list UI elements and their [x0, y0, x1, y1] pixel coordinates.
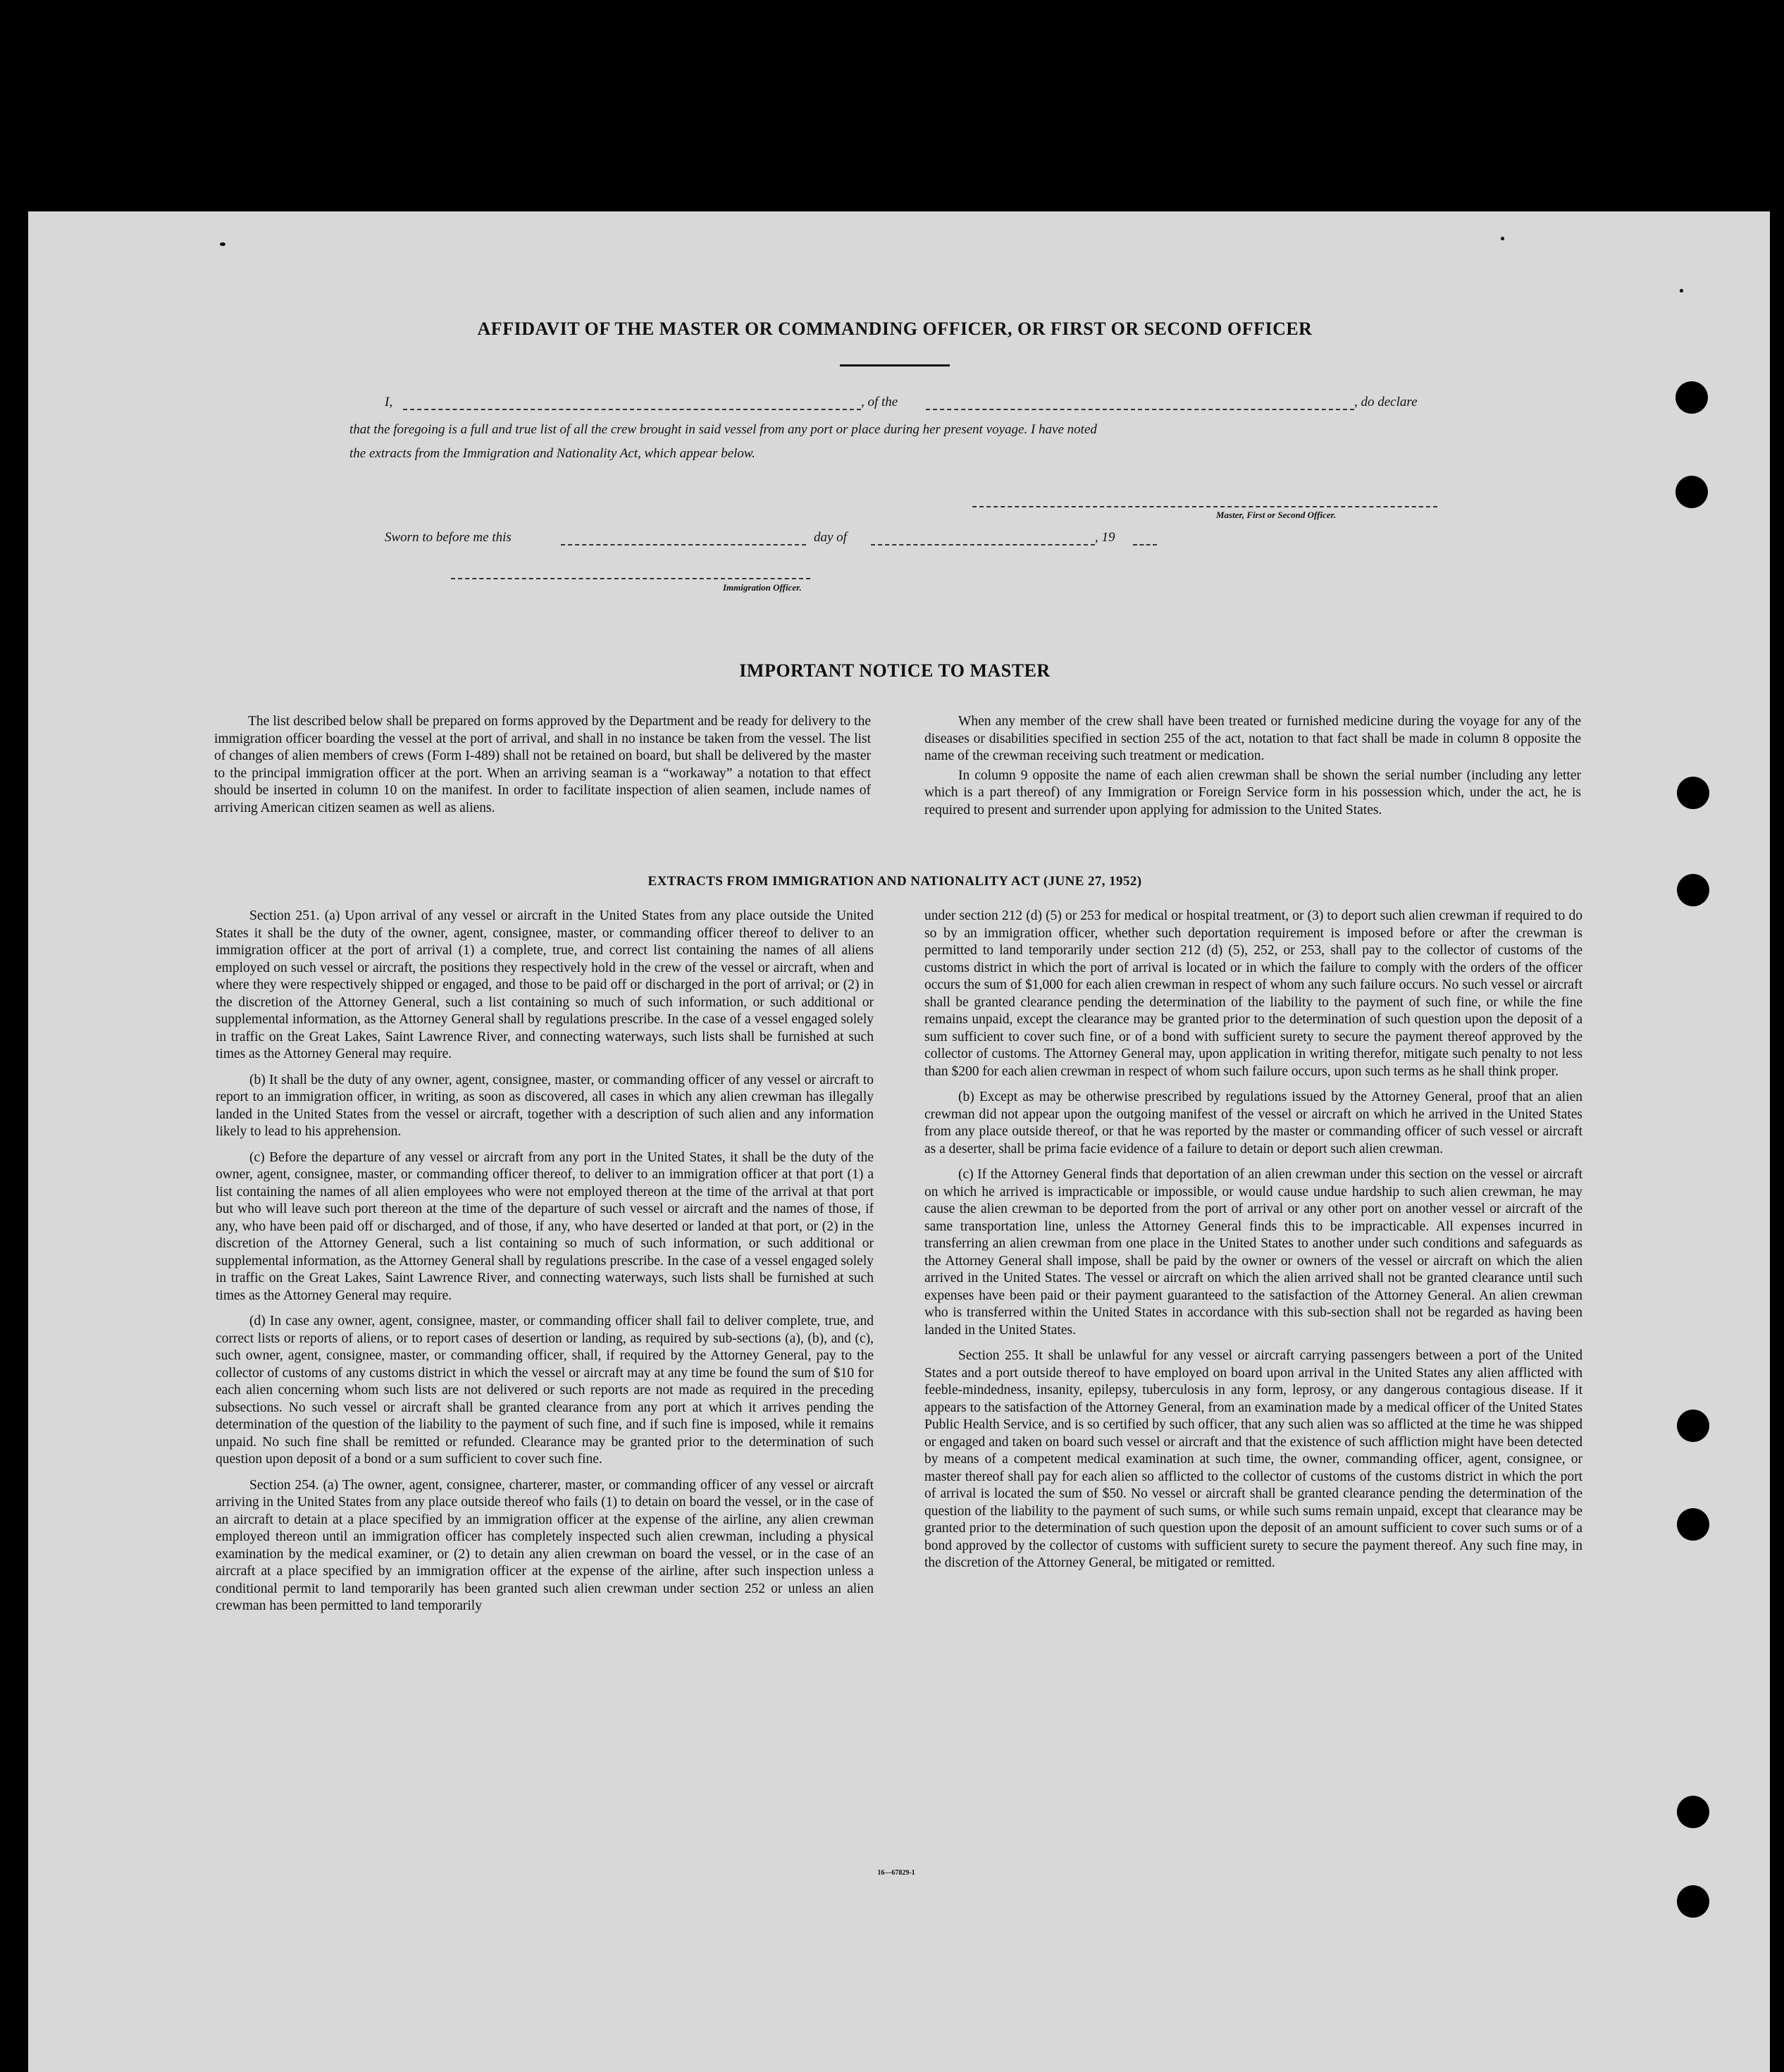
sworn-year-field[interactable] — [1133, 544, 1157, 545]
punch-hole — [1677, 874, 1709, 906]
punch-hole — [1677, 1410, 1709, 1442]
punch-hole — [1675, 476, 1708, 508]
vessel-name-field[interactable] — [926, 409, 1354, 410]
form-number: 16—67829-1 — [877, 1869, 915, 1877]
master-signature-field[interactable] — [972, 506, 1437, 507]
punch-hole — [1677, 777, 1709, 809]
notice-right-column — [924, 713, 1581, 821]
section-254a-continued: under section 212 (d) (5) or 253 for medical or hospital treatment, or (3) to deport such alien crewman if required to do so by an immigration officer, whether such deportation requirement is imposed before or after the crewman is permitted to land temporarily under section 212 (d) (5), 252, or 253, shall pay to the collector of customs of the customs district in which the port of arrival is located or in which the failure to comply with the orders of the officer occurs the sum of $1,000 for each alien crewman in respect of whom any such failure occurs. No such vessel or aircraft shall be granted clearance pending the determination of the liability to the payment of such fine, or while the fine remains unpaid, except the clearance may be granted prior to the determination of such question upon the deposit of a sum sufficient to cover such fine, or of a bond with sufficient surety to secure the payment thereof approved by the collector of customs. The Attorney General may, upon application in writing therefor, mitigate such penalty to not less than $200 for each alien crewman in respect of whom such failure occurs, upon such terms as he shall think proper. — [924, 908, 1582, 1079]
day-of-label: day of — [814, 530, 847, 545]
scan-speck — [220, 242, 225, 246]
title-divider — [840, 364, 950, 366]
punch-hole — [1677, 1885, 1709, 1918]
sworn-day-field[interactable] — [561, 544, 806, 545]
do-declare-label: , do declare — [1354, 395, 1418, 409]
section-251d: (d) In case any owner, agent, consignee, master, or commanding officer shall fail to deliver complete, true, and correct lists or reports of aliens, or to report cases of desertion or landing, as required by sub-sections (a), (b), and (c), such owner, agent, consignee, master, or commanding officer, shall, if required by the Attorney General, pay to the collector of customs of any customs district in which the vessel or aircraft may at any time be found the sum of $10 for each alien concerning whom such lists are not delivered or such reports are not made as required in the preceding subsections. No such vessel or aircraft shall be granted clearance from any port at which it arrives pending the determination of the question of the liability to the payment of such fine, and if such fine is imposed, while it remains unpaid. No such fine shall be remitted or refunded. Clearance may be granted prior to the determination of such question upon deposit of a bond or a sum sufficient to cover such fine. — [216, 1314, 874, 1467]
sworn-label: Sworn to before me this — [385, 530, 512, 545]
sworn-month-field[interactable] — [871, 544, 1095, 545]
master-name-field[interactable] — [403, 409, 861, 410]
affidavit-title: AFFIDAVIT OF THE MASTER OR COMMANDING OFFICER, OR FIRST OR SECOND OFFICER — [477, 319, 1313, 339]
notice-paragraph: When any member of the crew shall have been treated or furnished medicine during the voyage for any of the diseases or disabilities specified in section 255 of the act, notation to that fact shall be made in column 8 opposite the name of the crewman receiving such treatment or medication. — [924, 714, 1581, 763]
i-label: I, — [385, 395, 393, 409]
punch-hole — [1677, 1796, 1709, 1828]
extracts-title: EXTRACTS FROM IMMIGRATION AND NATIONALITY ACT (JUNE 27, 1952) — [648, 874, 1142, 889]
scan-speck — [1680, 289, 1683, 292]
notice-title: IMPORTANT NOTICE TO MASTER — [739, 660, 1051, 681]
punch-hole — [1677, 1508, 1709, 1541]
section-254b: (b) Except as may be otherwise prescribed by regulations issued by the Attorney General, proof that an alien crewman did not appear upon the outgoing manifest of the vessel or aircraft on which he arrived in the United States from any place outside thereof, or that he was reported by the master or commanding officer of such vessel or aircraft as a deserter, shall be prima facie evidence of a failure to detain or deport such alien crewman. — [924, 1090, 1582, 1157]
officer-signature-label: Immigration Officer. — [723, 582, 802, 593]
extracts-right-column — [924, 908, 1582, 1574]
section-255: Section 255. It shall be unlawful for any vessel or aircraft carrying passengers between a port of the United States and a port outside thereof to have employed on board upon arrival in the United States any alien afflicted with feeble-mindedness, insanity, epilepsy, tuberculosis in any form, leprosy, or any dangerous contagious disease. If it appears to the satisfaction of the Attorney General, from an examination made by a medical officer of the United States Public Health Service, and is so certified by such officer, that any such alien was so afflicted at the time he was shipped or engaged and taken on board such vessel or aircraft and that the existence of such affliction might have been detected by means of a competent medical examination at such time, the owner, commanding officer, agent, consignee, or master thereof shall pay for each alien so afflicted to the collector of customs of the customs district in which the port of arrival is located the sum of $50. No vessel or aircraft shall be granted clearance pending the determination of the question of the liability to the payment of such sums, or while such sums remain unpaid, except that clearance may be granted prior to the determination of such question upon the deposit of an amount sufficient to cover such sums or of a bond approved by the collector of customs with sufficient surety to secure the payment thereof. Any such fine may, in the discretion of the Attorney General, be mitigated or remitted. — [924, 1348, 1582, 1570]
notice-paragraph: In column 9 opposite the name of each alien crewman shall be shown the serial number (including any letter which is a part thereof) of any Immigration or Foreign Service form in his possession which, under the act, he is required to present and surrender upon applying for admission to the United States. — [924, 767, 1581, 818]
section-251b: (b) It shall be the duty of any owner, agent, consignee, master, or commanding officer of any vessel or aircraft to report to an immigration officer, in writing, as soon as discovered, all cases in which any alien crewman has illegally landed in the United States from the vessel or aircraft, together with a description of such alien and any information likely to lead to his apprehension. — [216, 1072, 874, 1139]
extracts-left-column — [216, 908, 874, 1617]
declaration-line-2: the extracts from the Immigration and Nationality Act, which appear below. — [349, 446, 755, 461]
scan-speck — [1501, 237, 1504, 240]
declaration-line-1: that the foregoing is a full and true list of all the crew brought in said vessel from any port or place during her present voyage. I have noted — [349, 422, 1097, 437]
year-label: , 19 — [1095, 530, 1115, 545]
section-251c: (c) Before the departure of any vessel or aircraft from any port in the United States, it shall be the duty of the owner, agent, consignee, master, or commanding officer thereof, to deliver to an immigration officer at that port (1) a list containing the names of all alien employees who were not employed thereon at the time of the arrival at that port but who will leave such port thereon at the time of the departure of such vessel or aircraft and the names of those, if any, who have been paid off or discharged, and of those, if any, who have deserted or landed at that port, or (2) in the discretion of the Attorney General, such a list containing so much of such information, or such additional or supplemental information, as the Attorney General shall by regulations prescribe. In the case of a vessel engaged solely in traffic on the Great Lakes, Saint Lawrence River, and connecting waterways, such lists shall be furnished at such times as the Attorney General may require. — [216, 1149, 874, 1303]
of-the-label: , of the — [861, 395, 898, 409]
section-251a: Section 251. (a) Upon arrival of any vessel or aircraft in the United States from any place outside the United States it shall be the duty of the owner, agent, consignee, master, or commanding officer thereof to deliver to an immigration officer at the port of arrival (1) a complete, true, and correct list containing the names of all aliens employed on such vessel or aircraft, the positions they respectively hold in the crew of the vessel or aircraft, when and where they were respectively shipped or engaged, and those to be paid off or discharged in the port of arrival; or (2) in the discretion of the Attorney General, such a list containing so much of such information, or such additional or supplemental information, as the Attorney General shall by regulations prescribe. In the case of a vessel engaged solely in traffic on the Great Lakes, Saint Lawrence River, and connecting waterways, such lists shall be furnished at such times as the Attorney General may require. — [216, 908, 874, 1061]
section-254c: (c) If the Attorney General finds that deportation of an alien crewman under this section on the vessel or aircraft on which he arrived is impracticable or impossible, or would cause undue hardship to such alien crewman, he may cause the alien crewman to be deported from the port of arrival or any other port on another vessel or aircraft of the same transportation line, unless the Attorney General finds this to be impracticable. All expenses incurred in transferring an alien crewman from one place in the United States to another under such conditions and safeguards as the Attorney General shall impose, shall be paid by the owner or owners of the vessel or aircraft on which the alien arrived in the United States. The vessel or aircraft on which the alien arrived shall not be granted clearance until such expenses have been paid or their payment guaranteed to the satisfaction of the Attorney General. An alien crewman who is transferred within the United States in accordance with this sub-section shall not be regarded as having been landed in the United States. — [924, 1167, 1582, 1338]
officer-signature-field[interactable] — [451, 578, 810, 579]
section-254a: Section 254. (a) The owner, agent, consignee, charterer, master, or commanding officer of any vessel or aircraft arriving in the United States from any place outside thereof who fails (1) to detain on board the vessel, or in the case of an aircraft to detain at a place specified by an immigration officer at the expense of the airline, any alien crewman employed thereon until an immigration officer has completely inspected such alien crewman, including a physical examination by the medical examiner, or (2) to detain any alien crewman on board the vessel, or in the case of an aircraft at a place specified by an immigration officer at the expense of the airline, after such inspection unless a conditional permit to land temporarily has been granted such alien crewman under section 252 or unless an alien crewman has been permitted to land temporarily — [216, 1477, 874, 1613]
master-signature-label: Master, First or Second Officer. — [1216, 510, 1337, 520]
punch-hole — [1675, 381, 1708, 414]
notice-paragraph: The list described below shall be prepared on forms approved by the Department and be ready for delivery to the immigration officer boarding the vessel at the port of arrival, and shall in no instance be taken from the vessel. The list of changes of alien members of crews (Form I-489) shall not be retained on board, but shall be delivered by the master to the principal immigration officer at the port. When an arriving seaman is a “workaway” a notation to that effect should be inserted in column 10 on the manifest. In order to facilitate inspection of alien seamen, include names of arriving American citizen seamen as well as aliens. — [214, 714, 871, 815]
notice-left-column — [214, 713, 871, 819]
